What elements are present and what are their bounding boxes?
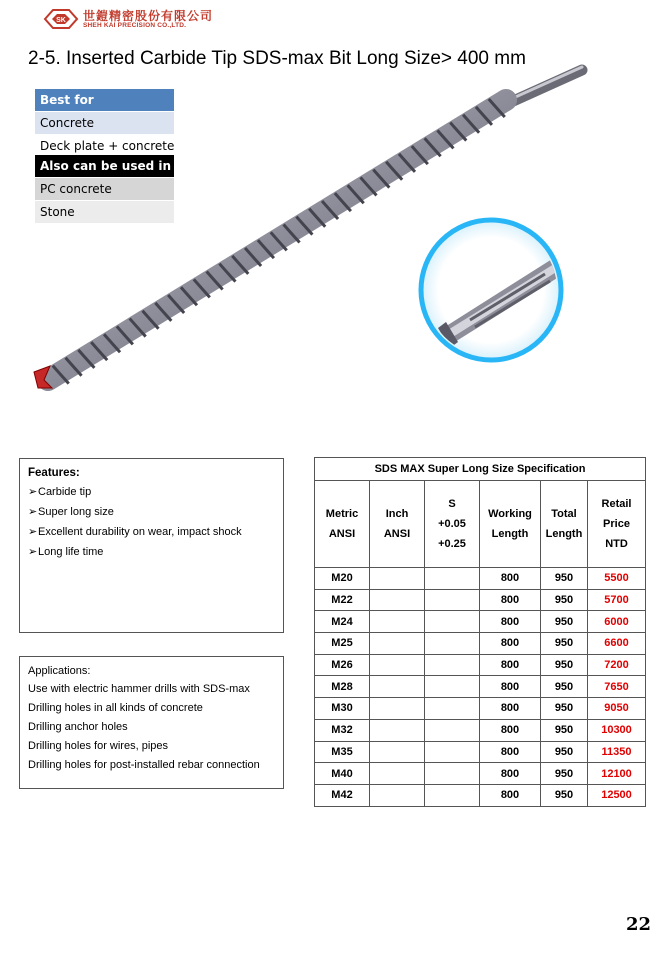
cell-metric: M20 (315, 568, 370, 590)
cell-price: 12500 (588, 784, 646, 806)
col-total-length: Total Length (541, 481, 588, 568)
also-used-header: Also can be used in (35, 155, 174, 177)
cell-total: 950 (541, 589, 588, 611)
drill-bit-illustration (0, 0, 664, 440)
application-item: Drilling holes in all kinds of concrete (28, 702, 203, 714)
table-row (315, 741, 646, 763)
cell-total: 950 (541, 633, 588, 655)
cell-metric: M32 (315, 719, 370, 741)
table-row (315, 633, 646, 655)
application-item: Drilling holes for post-installed rebar connection (28, 759, 260, 771)
applications-heading: Applications: (28, 665, 91, 677)
application-item: Drilling anchor holes (28, 721, 128, 733)
cell-metric: M25 (315, 633, 370, 655)
table-row (315, 698, 646, 720)
cell-metric: M35 (315, 741, 370, 763)
table-row (315, 654, 646, 676)
cell-price: 5500 (588, 568, 646, 590)
features-heading: Features: (28, 467, 80, 479)
cell-inch (370, 719, 425, 741)
cell-metric: M26 (315, 654, 370, 676)
arrow-bullet-icon: ➢ (28, 546, 38, 558)
cell-inch (370, 654, 425, 676)
cell-working: 800 (480, 654, 541, 676)
cell-inch (370, 633, 425, 655)
also-used-item: Stone (35, 201, 174, 223)
table-row (315, 568, 646, 590)
cell-price: 7200 (588, 654, 646, 676)
applications-box (19, 656, 284, 789)
cell-metric: M24 (315, 611, 370, 633)
cell-s (425, 698, 480, 720)
cell-s (425, 719, 480, 741)
cell-working: 800 (480, 698, 541, 720)
cell-inch (370, 611, 425, 633)
cell-s (425, 611, 480, 633)
cell-working: 800 (480, 589, 541, 611)
cell-total: 950 (541, 784, 588, 806)
cell-s (425, 568, 480, 590)
cell-working: 800 (480, 633, 541, 655)
cell-inch (370, 568, 425, 590)
cell-s (425, 741, 480, 763)
cell-metric: M30 (315, 698, 370, 720)
cell-inch (370, 589, 425, 611)
col-retail-price: Retail Price NTD (588, 481, 646, 568)
cell-s (425, 763, 480, 785)
spec-table-caption: SDS MAX Super Long Size Specification (315, 458, 646, 481)
table-row (315, 676, 646, 698)
cell-working: 800 (480, 611, 541, 633)
cell-price: 5700 (588, 589, 646, 611)
col-s-tolerance: S +0.05 +0.25 (425, 481, 480, 568)
cell-working: 800 (480, 568, 541, 590)
cell-inch (370, 741, 425, 763)
feature-item: ➢Excellent durability on wear, impact shock (28, 526, 242, 538)
cell-s (425, 633, 480, 655)
best-for-item: Deck plate + concrete (40, 139, 175, 153)
cell-s (425, 589, 480, 611)
table-row (315, 611, 646, 633)
cell-metric: M42 (315, 784, 370, 806)
application-item: Use with electric hammer drills with SDS-max (28, 683, 250, 695)
cell-working: 800 (480, 741, 541, 763)
cell-total: 950 (541, 741, 588, 763)
table-row (315, 784, 646, 806)
cell-metric: M22 (315, 589, 370, 611)
arrow-bullet-icon: ➢ (28, 526, 38, 538)
cell-s (425, 784, 480, 806)
table-row (315, 719, 646, 741)
cell-price: 10300 (588, 719, 646, 741)
cell-inch (370, 676, 425, 698)
cell-inch (370, 698, 425, 720)
feature-item: ➢Long life time (28, 546, 104, 558)
cell-s (425, 654, 480, 676)
cell-working: 800 (480, 676, 541, 698)
table-row (315, 763, 646, 785)
company-name-cn: 世鎧精密股份有限公司 (83, 9, 214, 23)
best-for-header: Best for (35, 89, 174, 111)
feature-item: ➢Carbide tip (28, 486, 92, 498)
cell-price: 11350 (588, 741, 646, 763)
page-title: 2-5. Inserted Carbide Tip SDS-max Bit Long Size> 400 mm (28, 48, 526, 69)
cell-total: 950 (541, 676, 588, 698)
col-working-length: Working Length (480, 481, 541, 568)
also-used-item: PC concrete (35, 178, 174, 200)
best-for-item: Concrete (35, 112, 174, 134)
cell-working: 800 (480, 763, 541, 785)
page-number: 22 (626, 914, 652, 935)
spec-table-body (315, 568, 646, 807)
table-row (315, 589, 646, 611)
spec-table (314, 457, 646, 807)
cell-total: 950 (541, 654, 588, 676)
cell-price: 7650 (588, 676, 646, 698)
cell-price: 6600 (588, 633, 646, 655)
cell-metric: M40 (315, 763, 370, 785)
arrow-bullet-icon: ➢ (28, 486, 38, 498)
cell-working: 800 (480, 719, 541, 741)
col-inch-ansi: Inch ANSI (370, 481, 425, 568)
cell-price: 9050 (588, 698, 646, 720)
svg-text:SK: SK (56, 17, 66, 24)
cell-metric: M28 (315, 676, 370, 698)
cell-inch (370, 784, 425, 806)
cell-s (425, 676, 480, 698)
feature-item: ➢Super long size (28, 506, 114, 518)
cell-total: 950 (541, 568, 588, 590)
arrow-bullet-icon: ➢ (28, 506, 38, 518)
features-box (19, 458, 284, 633)
cell-total: 950 (541, 698, 588, 720)
cell-inch (370, 763, 425, 785)
company-name-en: SHEH KAI PRECISION CO.,LTD. (83, 22, 187, 29)
cell-working: 800 (480, 784, 541, 806)
cell-total: 950 (541, 719, 588, 741)
col-metric-ansi: Metric ANSI (315, 481, 370, 568)
cell-price: 12100 (588, 763, 646, 785)
application-item: Drilling holes for wires, pipes (28, 740, 168, 752)
cell-total: 950 (541, 763, 588, 785)
cell-price: 6000 (588, 611, 646, 633)
cell-total: 950 (541, 611, 588, 633)
